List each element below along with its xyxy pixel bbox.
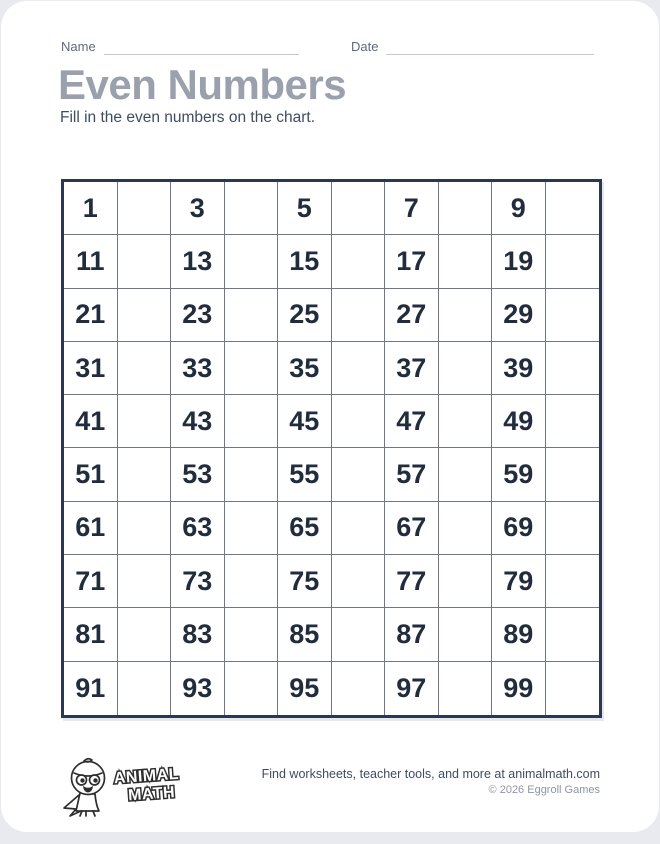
instruction-text: Fill in the even numbers on the chart. — [60, 109, 316, 126]
grid-cell-blank[interactable] — [118, 502, 172, 555]
grid-cell-blank[interactable] — [118, 448, 172, 501]
grid-cell-blank[interactable] — [546, 555, 600, 608]
footer-tagline: Find worksheets, teacher tools, and more at animalmath.com — [261, 767, 600, 781]
name-field — [61, 39, 299, 55]
date-input-line[interactable] — [386, 40, 594, 55]
grid-cell-number: 59 — [492, 448, 546, 501]
grid-cell-number: 87 — [385, 608, 439, 661]
grid-cell-blank[interactable] — [118, 235, 172, 288]
grid-cell-blank[interactable] — [546, 342, 600, 395]
mascot-icon — [55, 753, 187, 819]
grid-cell-number: 65 — [278, 502, 332, 555]
grid-cell-blank[interactable] — [332, 342, 386, 395]
grid-cell-blank[interactable] — [225, 502, 279, 555]
grid-cell-number: 93 — [171, 662, 225, 715]
grid-cell-blank[interactable] — [225, 235, 279, 288]
grid-cell-number: 81 — [64, 608, 118, 661]
grid-cell-number: 23 — [171, 289, 225, 342]
grid-cell-blank[interactable] — [332, 235, 386, 288]
grid-cell-blank[interactable] — [118, 555, 172, 608]
grid-cell-number: 97 — [385, 662, 439, 715]
grid-cell-blank[interactable] — [332, 555, 386, 608]
grid-cell-blank[interactable] — [225, 555, 279, 608]
name-label: Name — [61, 39, 96, 54]
logo-math-text: MATH — [127, 784, 176, 805]
grid-cell-number: 43 — [171, 395, 225, 448]
grid-cell-blank[interactable] — [439, 182, 493, 235]
grid-cell-number: 73 — [171, 555, 225, 608]
footer-copyright: © 2026 Eggroll Games — [488, 784, 600, 796]
grid-cell-blank[interactable] — [118, 289, 172, 342]
grid-cell-number: 49 — [492, 395, 546, 448]
grid-cell-number: 15 — [278, 235, 332, 288]
grid-cell-number: 53 — [171, 448, 225, 501]
grid-cell-blank[interactable] — [546, 662, 600, 715]
grid-cell-blank[interactable] — [546, 235, 600, 288]
grid-cell-blank[interactable] — [118, 662, 172, 715]
grid-cell-number: 1 — [64, 182, 118, 235]
grid-cell-number: 25 — [278, 289, 332, 342]
grid-cell-number: 51 — [64, 448, 118, 501]
grid-cell-blank[interactable] — [546, 502, 600, 555]
animal-math-logo — [55, 753, 187, 819]
grid-cell-blank[interactable] — [439, 608, 493, 661]
grid-cell-number: 79 — [492, 555, 546, 608]
grid-cell-blank[interactable] — [439, 235, 493, 288]
grid-cell-blank[interactable] — [546, 289, 600, 342]
grid-cell-number: 47 — [385, 395, 439, 448]
grid-cell-blank[interactable] — [439, 555, 493, 608]
grid-cell-blank[interactable] — [439, 342, 493, 395]
grid-cell-number: 89 — [492, 608, 546, 661]
grid-cell-number: 17 — [385, 235, 439, 288]
grid-cell-blank[interactable] — [225, 448, 279, 501]
grid-cell-number: 35 — [278, 342, 332, 395]
number-grid — [61, 179, 602, 718]
grid-cell-number: 5 — [278, 182, 332, 235]
grid-cell-number: 71 — [64, 555, 118, 608]
grid-cell-number: 85 — [278, 608, 332, 661]
grid-cell-number: 7 — [385, 182, 439, 235]
grid-cell-blank[interactable] — [546, 608, 600, 661]
grid-cell-number: 27 — [385, 289, 439, 342]
mascot-body — [76, 793, 99, 811]
grid-cell-number: 91 — [64, 662, 118, 715]
grid-cell-blank[interactable] — [225, 662, 279, 715]
grid-cell-number: 9 — [492, 182, 546, 235]
date-label: Date — [351, 39, 379, 54]
grid-cell-blank[interactable] — [225, 395, 279, 448]
grid-cell-number: 11 — [64, 235, 118, 288]
grid-cell-blank[interactable] — [439, 502, 493, 555]
grid-cell-blank[interactable] — [546, 448, 600, 501]
grid-cell-blank[interactable] — [332, 448, 386, 501]
grid-cell-number: 33 — [171, 342, 225, 395]
grid-cell-blank[interactable] — [439, 289, 493, 342]
grid-cell-number: 77 — [385, 555, 439, 608]
grid-cell-number: 41 — [64, 395, 118, 448]
grid-cell-blank[interactable] — [332, 608, 386, 661]
grid-cell-blank[interactable] — [118, 182, 172, 235]
grid-cell-number: 67 — [385, 502, 439, 555]
grid-cell-number: 63 — [171, 502, 225, 555]
grid-cell-number: 37 — [385, 342, 439, 395]
grid-cell-blank[interactable] — [332, 289, 386, 342]
grid-cell-blank[interactable] — [546, 395, 600, 448]
grid-cell-number: 45 — [278, 395, 332, 448]
grid-cell-blank[interactable] — [332, 662, 386, 715]
date-field — [351, 39, 594, 55]
grid-cell-blank[interactable] — [118, 395, 172, 448]
grid-cell-number: 13 — [171, 235, 225, 288]
footer-text-block — [262, 767, 600, 798]
grid-cell-blank[interactable] — [225, 608, 279, 661]
grid-cell-number: 99 — [492, 662, 546, 715]
page-title: Even Numbers — [58, 61, 347, 108]
grid-cell-number: 95 — [278, 662, 332, 715]
grid-cell-blank[interactable] — [439, 662, 493, 715]
grid-cell-number: 83 — [171, 608, 225, 661]
grid-cell-blank[interactable] — [332, 502, 386, 555]
grid-cell-blank[interactable] — [118, 342, 172, 395]
worksheet-page — [1, 1, 659, 832]
grid-cell-number: 57 — [385, 448, 439, 501]
grid-cell-number: 31 — [64, 342, 118, 395]
grid-cell-number: 39 — [492, 342, 546, 395]
grid-cell-number: 69 — [492, 502, 546, 555]
grid-cell-blank[interactable] — [118, 608, 172, 661]
grid-cell-number: 75 — [278, 555, 332, 608]
grid-cell-blank[interactable] — [225, 342, 279, 395]
logo-animal-text: ANIMAL — [113, 765, 180, 788]
grid-cell-number: 21 — [64, 289, 118, 342]
grid-cell-number: 61 — [64, 502, 118, 555]
name-input-line[interactable] — [104, 40, 299, 55]
grid-cell-blank[interactable] — [546, 182, 600, 235]
grid-cell-blank[interactable] — [225, 289, 279, 342]
grid-cell-blank[interactable] — [439, 395, 493, 448]
grid-cell-number: 3 — [171, 182, 225, 235]
grid-cell-blank[interactable] — [332, 182, 386, 235]
grid-cell-blank[interactable] — [439, 448, 493, 501]
grid-cell-blank[interactable] — [225, 182, 279, 235]
grid-cell-number: 55 — [278, 448, 332, 501]
grid-cell-number: 29 — [492, 289, 546, 342]
grid-cell-blank[interactable] — [332, 395, 386, 448]
grid-cell-number: 19 — [492, 235, 546, 288]
